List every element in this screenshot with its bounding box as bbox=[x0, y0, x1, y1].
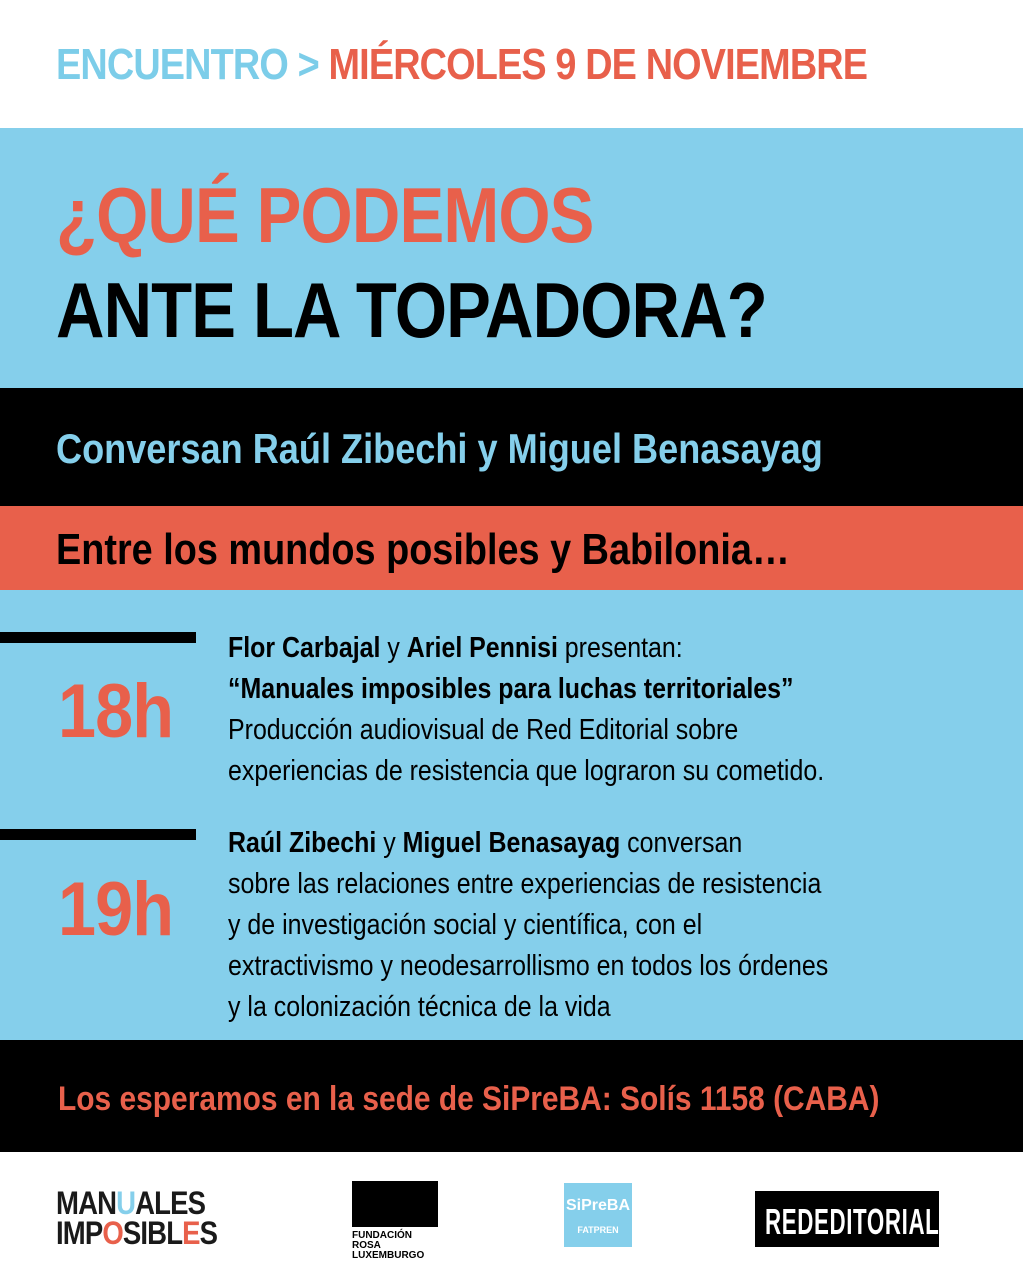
manuales-imposibles-logo bbox=[56, 1185, 241, 1251]
logo-part: ALES bbox=[135, 1185, 206, 1221]
footer-text: Los esperamos en la sede de SiPreBA: Solís 1158 (CABA) bbox=[58, 1080, 880, 1118]
logo-line: FUNDACIÓN bbox=[352, 1230, 412, 1241]
description-line: sobre las relaciones entre experiencias de resistencia bbox=[228, 868, 822, 900]
schedule-item bbox=[228, 628, 988, 792]
description-line: Producción audiovisual de Red Editorial sobre bbox=[228, 714, 739, 746]
logo-part: MAN bbox=[56, 1185, 117, 1221]
logo-part: O bbox=[102, 1215, 123, 1251]
description-line: y la colonización técnica de la vida bbox=[228, 991, 611, 1023]
logo-part: U bbox=[116, 1185, 136, 1221]
schedule-item bbox=[228, 823, 988, 1028]
schedule-intro-line bbox=[228, 823, 882, 864]
red-editorial-text: REDEDITORIAL bbox=[765, 1201, 940, 1242]
logo-text bbox=[352, 1231, 440, 1261]
divider-rule bbox=[0, 829, 196, 840]
schedule-hour: 18h bbox=[58, 669, 174, 754]
verb: presentan: bbox=[557, 632, 683, 664]
fundacion-rosa-luxemburgo-logo bbox=[352, 1181, 440, 1261]
logo-line: ROSA bbox=[352, 1240, 381, 1251]
sipreba-name: SiPreBA bbox=[565, 1197, 631, 1214]
logo-part: S bbox=[199, 1215, 218, 1251]
logo-part: IMP bbox=[56, 1215, 103, 1251]
conjunction: y bbox=[376, 827, 403, 859]
conjunction: y bbox=[380, 632, 407, 664]
logo-line: LUXEMBURGO bbox=[352, 1250, 425, 1261]
sipreba-logo bbox=[564, 1183, 632, 1247]
speaker-name: Raúl Zibechi bbox=[228, 827, 377, 859]
speaker-name: Miguel Benasayag bbox=[402, 827, 621, 859]
subtitle-text: Entre los mundos posibles y Babilonia… bbox=[56, 525, 790, 574]
presenter-name: Ariel Pennisi bbox=[406, 632, 558, 664]
logo-square bbox=[352, 1181, 438, 1227]
presenter-name: Flor Carbajal bbox=[228, 632, 381, 664]
description-line: experiencias de resistencia que lograron su cometido. bbox=[228, 755, 825, 787]
schedule-intro-line bbox=[228, 628, 882, 669]
speakers-text: Conversan Raúl Zibechi y Miguel Benasayag bbox=[56, 425, 823, 472]
verb: conversan bbox=[620, 827, 743, 859]
schedule-hour: 19h bbox=[58, 867, 174, 952]
description-line: y de investigación social y científica, con el bbox=[228, 909, 703, 941]
header-date: MIÉRCOLES 9 DE NOVIEMBRE bbox=[328, 40, 868, 89]
red-editorial-logo bbox=[755, 1191, 939, 1247]
logo-row bbox=[56, 1185, 215, 1221]
sipreba-sub: FATPREN bbox=[577, 1225, 619, 1235]
divider-rule bbox=[0, 632, 196, 643]
title-line-1: ¿QUÉ PODEMOS bbox=[56, 171, 594, 259]
title-line-2: ANTE LA TOPADORA? bbox=[56, 266, 767, 354]
header-line bbox=[56, 40, 867, 90]
description-line: extractivismo y neodesarrollismo en todos los órdenes bbox=[228, 950, 829, 982]
logo-part: E bbox=[182, 1215, 200, 1251]
logo-part: SIBL bbox=[122, 1215, 183, 1251]
header-label: ENCUENTRO bbox=[56, 40, 288, 89]
logo-row bbox=[56, 1215, 218, 1251]
header-separator: > bbox=[297, 40, 319, 89]
work-title: “Manuales imposibles para luchas territoriales” bbox=[228, 673, 794, 705]
